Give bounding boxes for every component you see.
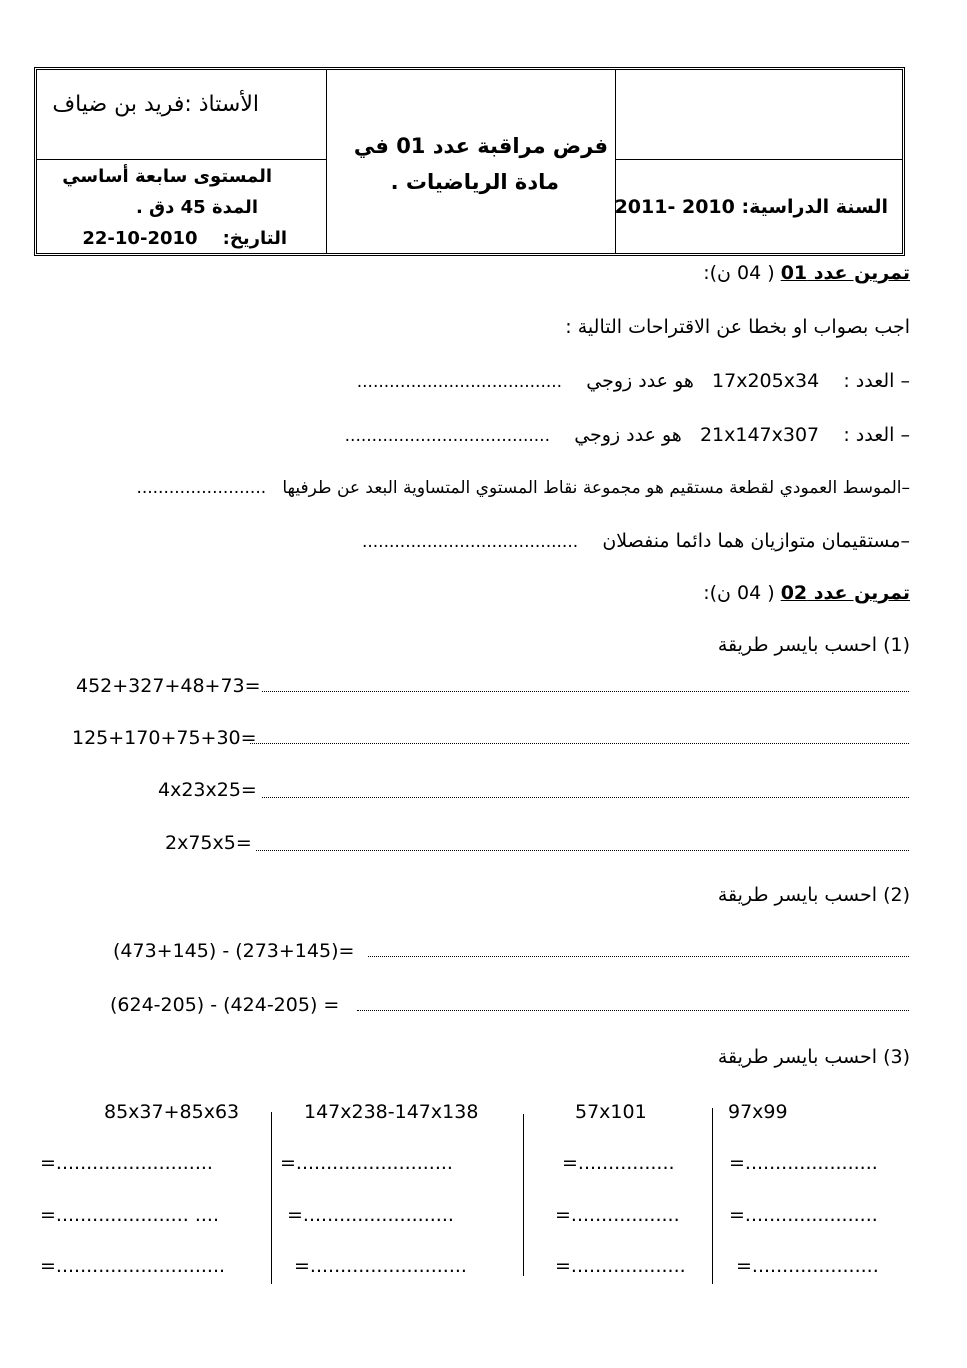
school-year-value: 2010 -2011 (614, 196, 735, 218)
part1-expr-3: 4x23x25= (158, 779, 257, 801)
answer-row[interactable]: =.......................... (280, 1152, 453, 1174)
school-year-label: السنة الدراسية: (741, 196, 888, 218)
answer-line[interactable] (368, 956, 909, 957)
answer-row[interactable]: =.......................... (294, 1255, 467, 1277)
part2-expr-1: (473+145) - (273+145)= (113, 940, 355, 962)
part3-expr-4: 97x99 (728, 1101, 788, 1123)
answer-line[interactable] (262, 691, 909, 692)
answer-row[interactable]: =................ (562, 1152, 675, 1174)
date-label: التاريخ: (222, 228, 287, 249)
date-row (82, 228, 287, 249)
part1-expr-4: 2x75x5= (165, 832, 252, 854)
part3-label: (3) احسب بايسر طريقة (717, 1046, 910, 1068)
ex1-title: تمرين عدد 01 (780, 262, 910, 284)
answer-line[interactable] (262, 797, 909, 798)
part3-expr-3: 57x101 (575, 1101, 647, 1123)
answer-dots[interactable]: ...................................... (356, 372, 563, 392)
ex2-title: تمرين عدد 02 (780, 582, 910, 604)
part2-expr-2: (624-205) - (424-205) = (110, 994, 340, 1016)
ex1-item-prefix: – العدد : (843, 424, 910, 446)
ex2-heading (703, 582, 910, 604)
ex1-item-4 (362, 530, 910, 552)
header-divider (615, 159, 902, 160)
header-divider (326, 70, 327, 253)
answer-row[interactable]: =......................... (287, 1204, 454, 1226)
answer-line[interactable] (250, 743, 909, 744)
ex1-item-text: –مستقيمان متوازيان هما دائما منفصلان (602, 530, 910, 552)
ex1-instruction: اجب بصواب او بخطا عن الاقتراحات التالية : (565, 316, 910, 338)
answer-row[interactable]: =.................. (555, 1204, 680, 1226)
ex1-heading (703, 262, 910, 284)
answer-row[interactable]: =..................... (736, 1255, 879, 1277)
ex1-item-text: –الموسط العمودي لقطعة مستقيم هو مجموعة نقاط المستوي المتساوية البعد عن طرفيها (282, 478, 910, 498)
ex2-points: ( 04 ن): (703, 582, 775, 604)
answer-row[interactable]: =............................ (40, 1255, 226, 1277)
answer-dots[interactable]: ...................................... (344, 426, 550, 446)
column-divider (271, 1112, 272, 1284)
answer-dots[interactable]: ........................ (136, 478, 267, 498)
part3-expr-1: 85x37+85x63 (104, 1101, 240, 1123)
ex1-item-3 (136, 478, 910, 498)
part2-label: (2) احسب بايسر طريقة (717, 884, 910, 906)
ex1-item-1 (357, 370, 910, 392)
ex1-item-suffix: هو عدد زوجي (574, 424, 682, 446)
teacher-name: الأستاذ :فريد بن ضياف (52, 92, 259, 117)
answer-line[interactable] (357, 1010, 909, 1011)
column-divider (712, 1108, 713, 1284)
ex1-item-number: 21x147x307 (699, 424, 820, 446)
part1-label: (1) احسب بايسر طريقة (717, 634, 910, 656)
header-divider (37, 159, 326, 160)
level: المستوى سابعة أساسي (62, 166, 272, 187)
ex1-points: ( 04 ن): (703, 262, 775, 284)
column-divider (523, 1114, 524, 1276)
answer-row[interactable]: =................... (555, 1255, 686, 1277)
answer-row[interactable]: =...................... (729, 1152, 878, 1174)
header-divider (615, 70, 616, 253)
header-table (34, 67, 905, 256)
ex1-item-prefix: – العدد : (843, 370, 910, 392)
ex1-item-2 (345, 424, 910, 446)
answer-row[interactable]: =...................... (729, 1204, 878, 1226)
answer-row[interactable]: =...................... .... (40, 1204, 219, 1226)
part1-expr-1: 452+327+48+73= (76, 675, 261, 697)
date-value: 2010-10-22 (82, 228, 198, 249)
ex1-item-number: 17x205x34 (712, 370, 820, 392)
part3-expr-2: 147x238-147x138 (304, 1101, 479, 1123)
school-year (615, 196, 888, 218)
answer-line[interactable] (256, 850, 909, 851)
part1-expr-2: 125+170+75+30= (72, 727, 257, 749)
answer-row[interactable]: =.......................... (40, 1152, 213, 1174)
ex1-item-suffix: هو عدد زوجي (586, 370, 694, 392)
duration: المدة 45 دق . (135, 197, 258, 218)
exam-title: فرض مراقبة عدد 01 في (353, 134, 608, 158)
exam-subject: مادة الرياضيات . (390, 170, 559, 194)
answer-dots[interactable]: ........................................ (361, 532, 579, 552)
